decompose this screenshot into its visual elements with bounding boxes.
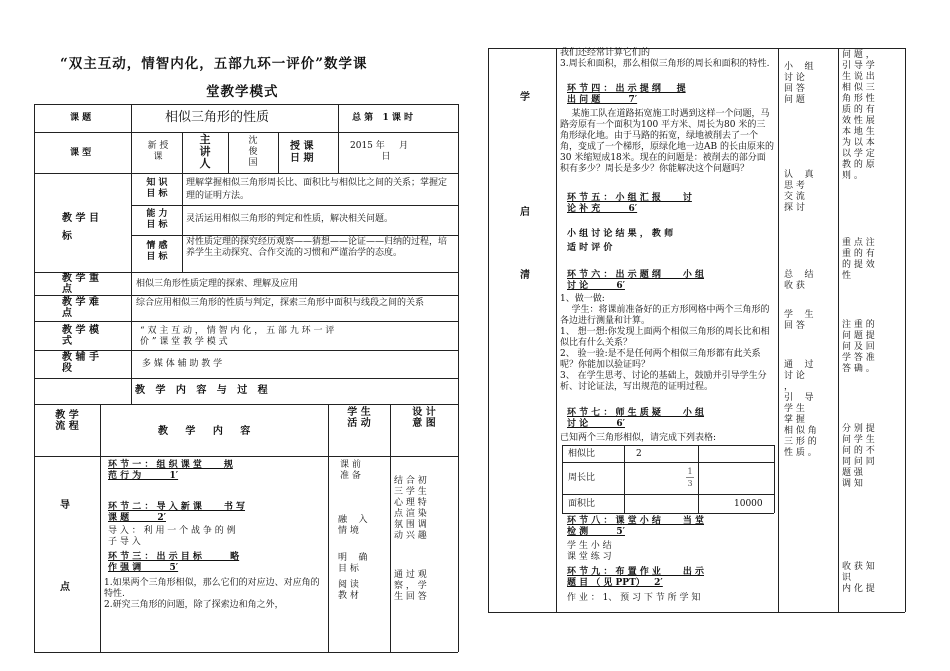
activity-text: 小 组 讨 论 回 答 问 题 xyxy=(784,62,814,105)
step-6-title: 环 节 六 ： 出 示 题 纲 小 组 讨 论 6′ xyxy=(567,270,705,291)
key-point-label: 教 学 重 点 xyxy=(62,273,99,295)
table-border xyxy=(34,104,35,652)
periods-label: 总 第 1 课 时 xyxy=(352,113,414,123)
table-border xyxy=(34,321,458,322)
table-border xyxy=(488,612,905,613)
speaker-label: 主 讲 人 xyxy=(199,133,211,170)
topic-label: 课 题 xyxy=(70,113,92,123)
table-border xyxy=(774,445,775,513)
table-border xyxy=(34,456,458,457)
step-7-body: 已知两个三角形相似，请完成下列表格: xyxy=(560,433,717,443)
flow-header: 教 学 流 程 xyxy=(55,410,79,432)
design-text: 结 合 初 三 学 生 心 理 特 点 渲 染 氛 围 调 动 兴 趣 xyxy=(394,476,427,541)
activity-text: 通 过 讨 论 ， 引 导 学 生 掌 握 相 似 角 三 形 的 性 质 。 xyxy=(784,360,817,458)
goal-ability-label: 能 力 目 标 xyxy=(146,209,168,230)
ratio-fraction-num: 1 xyxy=(687,467,693,476)
table-border xyxy=(100,404,101,652)
step-3-title: 环 节 三 ： 出 示 目 标 略 作 强 调 5′ xyxy=(108,552,240,573)
step-7-title: 环 节 七 ： 师 生 质 疑 小 组 讨 论 6′ xyxy=(567,408,705,429)
design-text: 分 别 提 问 学 生 问 的 不 同 问 同 题 强 调 知 xyxy=(842,424,875,489)
goals-label: 教 学 目 标 xyxy=(62,213,99,242)
difficulty-text: 综合应用相似三角形的性质与判定，探索三角形中面积与线段之间的关系 xyxy=(136,298,425,308)
doc-title-line1: “双主互动，情智内化，五部九环一评价”数学课 xyxy=(60,56,368,72)
table-border xyxy=(34,132,458,133)
step-3-body: 1.如果两个三角形相似，那么它们的对应边、对应角的特性. 2.研究三角形的问题，除了探索边和角之外， xyxy=(104,578,320,610)
table-border xyxy=(556,48,557,612)
step-1-title: 环 节 一 ： 组 织 课 堂 规 范 行 为 1′ xyxy=(108,460,233,481)
type-label: 课 型 xyxy=(70,148,92,158)
ratio-value: 10000 xyxy=(734,499,763,509)
table-border xyxy=(562,462,774,463)
goal-knowledge-text: 理解掌握相似三角形周长比、面积比与相似比之间的关系；掌握定理的证明方法。 xyxy=(186,178,448,201)
ratio-value: 2 xyxy=(636,449,642,459)
step-4-title: 环 节 四 ： 出 示 提 纲 提 出 问 题 7′ xyxy=(567,84,686,105)
speaker-value: 沈 俊 国 xyxy=(248,136,258,168)
table-border xyxy=(131,235,458,236)
step-5-title: 环 节 五 ： 小 组 汇 报 讨 论 补 充 6′ xyxy=(567,193,692,214)
step-9-body: 作 业 ： 1、 预 习 下 节 所 学 知 xyxy=(567,593,701,603)
table-border xyxy=(34,652,458,653)
step-8-body: 学 生 小 结 课 堂 练 习 xyxy=(567,541,612,562)
table-border xyxy=(34,173,458,174)
step-6-body: 1、做一做: 学生：将课前准备好的正方形网格中两个三角形的各边进行测量和计算。 1、 想一想:你发现上面两个相似三角形的周长比和相似比有什么关系？ 2、 验一验:是不是任何两个相似三角形都有此关系呢？你能加以验证吗？ 3、 在学生思考、讨论的基础上，鼓励并引导学生分析、讨论证法，写出规范的证明过程。 xyxy=(560,294,770,392)
table-border xyxy=(34,404,458,405)
date-label: 授 课 日 期 xyxy=(290,141,314,164)
activity-text: 课 前 准 备 xyxy=(340,460,361,481)
type-value: 新 授 课 xyxy=(147,141,169,162)
table-border xyxy=(390,404,391,652)
step-2-body: 导 入 ： 利 用 一 个 战 争 的 例 子 导 入 xyxy=(108,526,236,547)
doc-title-line2: 堂教学模式 xyxy=(206,84,279,100)
ratio-row-label: 面积比 xyxy=(568,499,596,509)
table-border xyxy=(488,48,489,612)
key-point-text: 相似三角形性质定理的探索、理解及应用 xyxy=(136,279,299,289)
step-4-body: 某施工队在道路拓宽施工时遇到这样一个问题，马路旁原有一个面积为100 平方米、周长为80 米的三角形绿化地。由于马路的拓宽，绿地被削去了一个角，变成了一个梯形，原绿化地一边AB 的长由原来的30 米缩短成18米。现在的问题是：被削去的部分面积有多少？周长是多少？你能解决这个问题吗？ xyxy=(560,109,774,174)
step-8-title: 环 节 八 ： 课 堂 小 结 当 堂 检 测 5′ xyxy=(567,516,705,537)
goal-ability-text: 灵活运用相似三角形的判定和性质，解决相关问题。 xyxy=(186,214,394,224)
table-border xyxy=(338,104,339,173)
aids-text: 多 媒 体 辅 助 教 学 xyxy=(142,359,223,369)
table-border xyxy=(458,104,459,652)
table-border xyxy=(698,445,699,513)
design-text: 通 过 观 察 ， 学 生 回 答 xyxy=(394,570,427,602)
aids-label: 教 辅 手 段 xyxy=(62,352,99,374)
content-header: 教 学 内 容 xyxy=(158,426,251,437)
mode-label: 教 学 模 式 xyxy=(62,325,99,347)
goal-emotion-text: 对性质定理的探究经历观察——猜想——论证——归纳的过程，培养学生主动探究、合作交流的习惯和严谨治学的态度。 xyxy=(186,237,448,258)
activity-text: 总 结 收 获 xyxy=(784,270,814,291)
goal-emotion-label: 情 感 目 标 xyxy=(146,241,168,262)
ratio-row-label: 相似比 xyxy=(568,449,596,459)
table-border xyxy=(328,404,329,652)
design-text: 重 点 注 重 的 有 的 提 效 性 xyxy=(842,238,875,281)
activity-text: 阅 读 教 材 xyxy=(338,580,359,601)
flow-char: 启 xyxy=(520,207,530,218)
activity-text: 明 确 目 标 xyxy=(338,553,368,574)
table-border xyxy=(34,378,458,379)
table-border xyxy=(34,104,458,105)
design-text: 问 题 ， 引 导 学 生 说 出 相 似 三 角 形 性 质 的 有 效 性 展 本 地 生 为 以 本 以 学 定 教 的 原 则 。 xyxy=(842,50,875,181)
table-border xyxy=(905,48,906,612)
ratio-fraction-bar xyxy=(686,477,694,478)
intro-text: 我们还经常计算它们的 3.周长和面积，那么相似三角形的周长和面积的特性. xyxy=(560,48,770,69)
table-border xyxy=(228,132,229,173)
table-border xyxy=(278,132,279,173)
activity-text: 学 生 回 答 xyxy=(784,310,814,331)
flow-char: 点 xyxy=(60,582,70,593)
goal-knowledge-label: 知 识 目 标 xyxy=(146,178,168,199)
activity-text: 认 真 思 考 交 流 探 讨 xyxy=(784,170,814,213)
ratio-row-label: 周长比 xyxy=(568,473,596,483)
table-border xyxy=(182,132,183,272)
section-title: 教 学 内 容 与 过 程 xyxy=(135,385,268,396)
step-5-body: 小 组 讨 论 结 果 ， 教 师 适 时 评 价 xyxy=(567,229,674,253)
table-border xyxy=(624,445,625,513)
table-border xyxy=(838,48,839,612)
date-value: 2015 年 月 日 xyxy=(350,141,409,162)
step-2-title: 环 节 二 ： 导 入 新 课 书 写 课 题 2′ xyxy=(108,502,246,523)
table-border xyxy=(562,494,774,495)
design-text: 收 获 知 识 内 化 提 xyxy=(842,562,875,594)
activity-text: 融 入 情 境 xyxy=(338,515,368,536)
table-border xyxy=(131,104,132,404)
table-border xyxy=(34,350,458,351)
table-border xyxy=(562,445,774,446)
ratio-fraction-den: 3 xyxy=(687,479,693,488)
table-border xyxy=(34,295,458,296)
table-border xyxy=(778,48,779,612)
table-border xyxy=(562,513,774,514)
topic-value: 相似三角形的性质 xyxy=(165,110,270,125)
difficulty-label: 教 学 难 点 xyxy=(62,297,99,319)
step-9-title: 环 节 九 ： 布 置 作 业 出 示 题 目 （ 见 PPT） 2′ xyxy=(567,567,705,588)
table-border xyxy=(562,445,563,513)
table-border xyxy=(131,205,458,206)
flow-char: 学 xyxy=(520,92,530,103)
activity-header: 学 生 活 动 xyxy=(347,407,371,429)
flow-char: 导 xyxy=(60,500,70,511)
design-header: 设 计 意 图 xyxy=(412,407,436,429)
mode-text: “ 双 主 互 动 ， 情 智 内 化 ， 五 部 九 环 一 评 价 ” 课 堂 教 学 模 式 xyxy=(140,326,335,347)
flow-char: 清 xyxy=(520,270,530,281)
design-text: 注 重 的 问 题 提 问 及 回 学 答 准 答 确 。 xyxy=(842,320,875,374)
